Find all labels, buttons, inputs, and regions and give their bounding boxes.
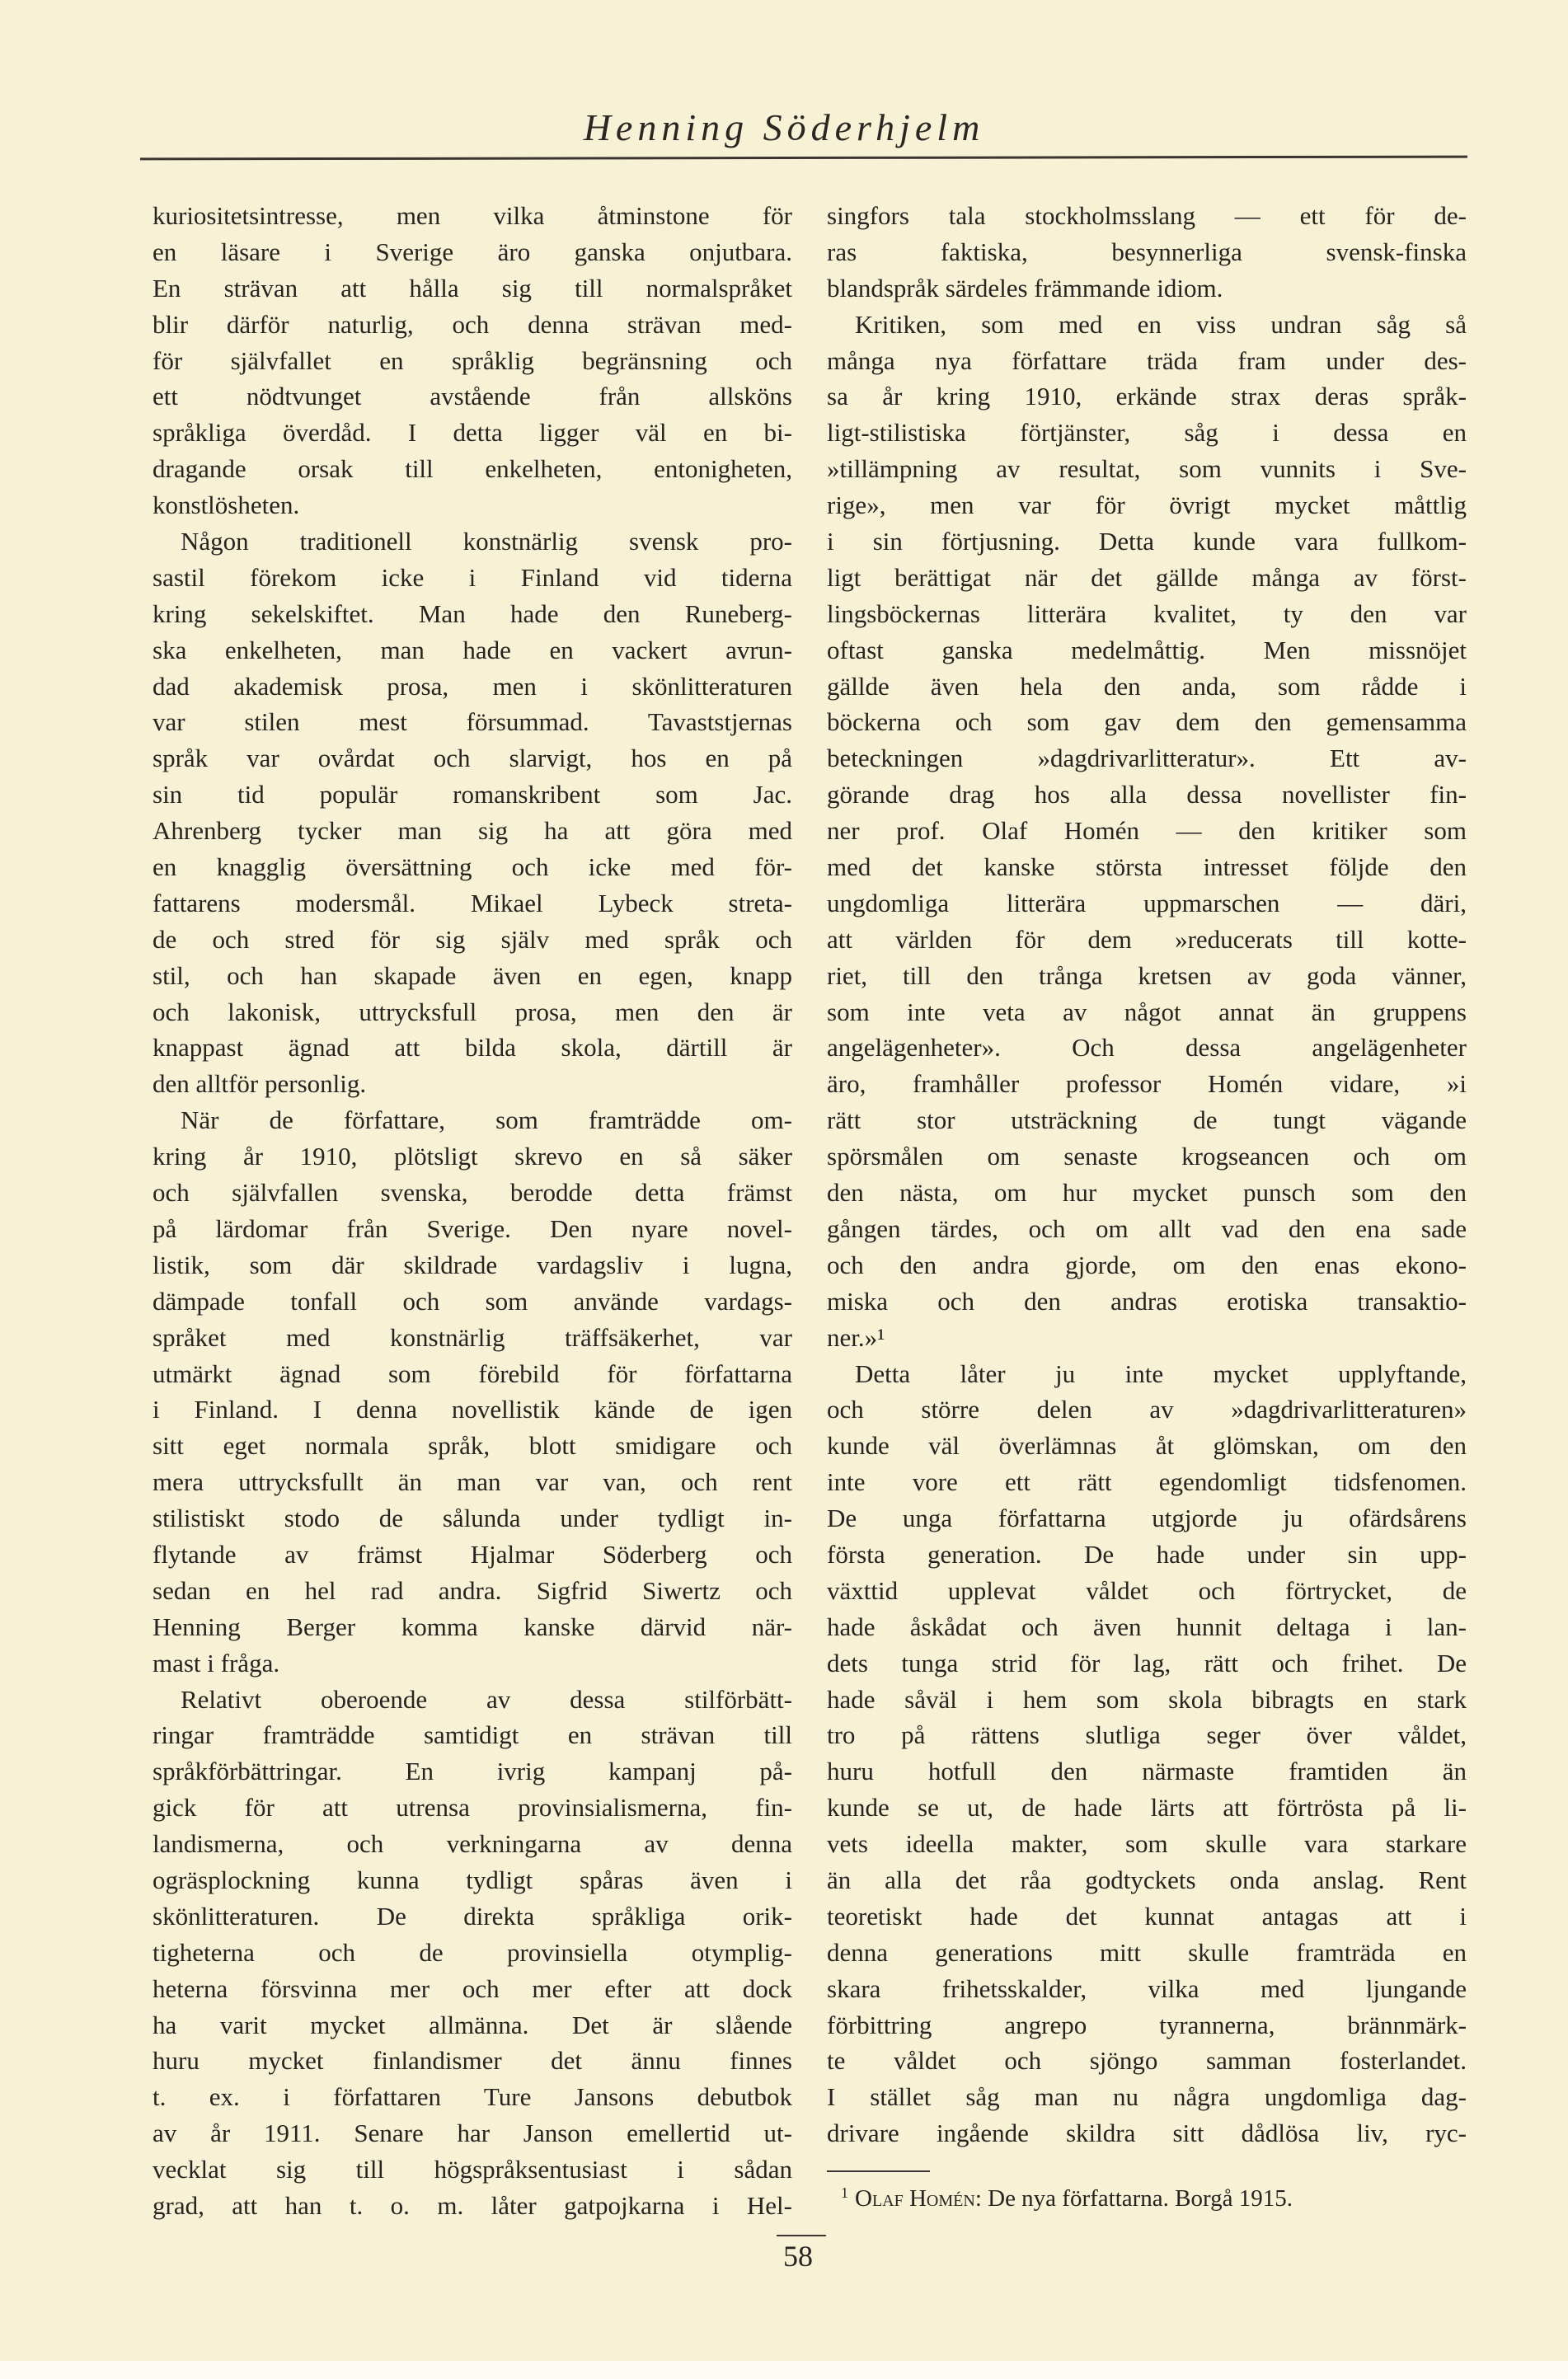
text-line: vets ideella makter, som skulle vara starkare — [827, 1829, 1467, 1859]
text-line: växttid upplevat våldet och förtrycket, de — [827, 1575, 1467, 1605]
text-line: te våldet och sjöngo samman fosterlandet. — [827, 2046, 1467, 2076]
text-line: beteckningen »dagdrivarlitteratur». Ett av- — [827, 744, 1467, 773]
text-line: stil, och han skapade även en egen, knapp — [153, 960, 792, 990]
text-line: flytande av främst Hjalmar Söderberg och — [153, 1539, 792, 1569]
text-line: ligt-stilistiska förtjänster, såg i dessa en — [827, 418, 1467, 448]
text-line: i Finland. I denna novellistik kände de igen — [153, 1395, 792, 1424]
text-line: kunde väl överlämnas åt glömskan, om den — [827, 1431, 1467, 1461]
text-line: blir därför naturlig, och denna strävan med- — [153, 309, 792, 339]
text-line: förbittring angrepo tyrannerna, brännmärk- — [827, 2010, 1467, 2039]
text-line: de och stred för sig själv med språk och — [153, 924, 792, 954]
text-line: språket med konstnärlig träffsäkerhet, var — [153, 1322, 792, 1352]
footnote-text: : De nya författarna. Borgå 1915. — [974, 2185, 1293, 2212]
text-line: tigheterna och de provinsiella otymplig- — [153, 1937, 792, 1967]
text-line: sin tid populär romanskribent som Jac. — [153, 780, 792, 809]
text-line: När de författare, som framträdde om- — [181, 1105, 792, 1135]
text-line: äro, framhåller professor Homén vidare, »i — [827, 1069, 1467, 1099]
text-line: I stället såg man nu några ungdomliga dag- — [827, 2082, 1467, 2112]
text-line: Kritiken, som med en viss undran såg så — [855, 309, 1467, 339]
text-line: mera uttrycksfullt än man var van, och rent — [153, 1467, 792, 1497]
text-line: dämpade tonfall och som använde vardags- — [153, 1286, 792, 1316]
text-line: ligt berättigat när det gällde många av först- — [827, 562, 1467, 592]
text-line: dragande orsak till enkelheten, entonigheten, — [153, 454, 792, 484]
text-line: dad akademisk prosa, men i skönlitteraturen — [153, 671, 792, 701]
text-line: böckerna och som gav dem den gemensamma — [827, 707, 1467, 737]
text-line: som inte veta av något annat än gruppens — [827, 997, 1467, 1026]
text-line: Henning Berger komma kanske därvid när- — [153, 1612, 792, 1641]
text-line: t. ex. i författaren Ture Jansons debutbok — [153, 2082, 792, 2112]
text-line: rätt stor utsträckning de tungt vägande — [827, 1105, 1467, 1135]
text-line: huru mycket finlandismer det ännu finnes — [153, 2046, 792, 2076]
text-line: rige», men var för övrigt mycket måttlig — [827, 490, 1467, 520]
text-line: hade såväl i hem som skola bibragts en stark — [827, 1684, 1467, 1714]
text-line: sa år kring 1910, erkände strax deras språk- — [827, 382, 1467, 411]
text-line: stilistiskt stodo de sålunda under tydligt in- — [153, 1504, 792, 1533]
text-line: ska enkelheten, man hade en vackert avrun- — [153, 635, 792, 664]
footnote-author: Olaf Homén — [855, 2185, 975, 2212]
left-column — [153, 198, 792, 2224]
text-line: knappast ägnad att bilda skola, därtill är — [153, 1033, 792, 1063]
text-line: ringar framträdde samtidigt en strävan till — [153, 1720, 792, 1750]
text-line: Ahrenberg tycker man sig ha att göra med — [153, 816, 792, 846]
text-line: den nästa, om hur mycket punsch som den — [827, 1178, 1467, 1208]
text-line: blandspråk särdeles främmande idiom. — [827, 273, 1223, 303]
text-line: En strävan att hålla sig till normalspråket — [153, 273, 792, 303]
text-line: att världen för dem »reducerats till kotte- — [827, 924, 1467, 954]
text-line: många nya författare träda fram under des- — [827, 345, 1467, 375]
text-line: av år 1911. Senare har Janson emellertid ut- — [153, 2119, 792, 2148]
text-line: kunde se ut, de hade lärts att förtrösta på li- — [827, 1793, 1467, 1823]
footnote — [841, 2184, 1293, 2212]
text-line: språkliga överdåd. I detta ligger väl en bi- — [153, 418, 792, 448]
scan-edge — [0, 2361, 1568, 2379]
text-line: dets tunga strid för lag, rätt och frihet. De — [827, 1648, 1467, 1678]
text-line: fattarens modersmål. Mikael Lybeck streta- — [153, 888, 792, 917]
header-rule — [140, 156, 1467, 161]
text-line: heterna försvinna mer och mer efter att dock — [153, 1973, 792, 2003]
text-line: ner.»¹ — [827, 1322, 885, 1352]
text-line: ett nödtvunget avstående från allsköns — [153, 382, 792, 411]
text-line: Relativt oberoende av dessa stilförbätt- — [181, 1684, 792, 1714]
text-line: drivare ingående skildra sitt dådlösa liv, ryc- — [827, 2119, 1467, 2148]
text-line: sitt eget normala språk, blott smidigare och — [153, 1431, 792, 1461]
text-line: språkförbättringar. En ivrig kampanj på- — [153, 1757, 792, 1786]
text-line: språk var ovårdat och slarvigt, hos en på — [153, 744, 792, 773]
text-line: lingsböckernas litterära kvalitet, ty den var — [827, 598, 1467, 628]
text-line: ungdomliga litterära uppmarschen — däri, — [827, 888, 1467, 917]
text-line: De unga författarna utgjorde ju ofärdsårens — [827, 1504, 1467, 1533]
text-line: konstlösheten. — [153, 490, 300, 520]
text-line: huru hotfull den närmaste framtiden än — [827, 1757, 1467, 1786]
text-line: angelägenheter». Och dessa angelägenheter — [827, 1033, 1467, 1063]
text-line: och den andra gjorde, om den enas ekono- — [827, 1250, 1467, 1279]
text-line: gällde även hela den anda, som rådde i — [827, 671, 1467, 701]
text-line: skönlitteraturen. De direkta språkliga orik- — [153, 1901, 792, 1931]
text-line: kring sekelskiftet. Man hade den Runeberg- — [153, 598, 792, 628]
text-line: en knagglig översättning och icke med för- — [153, 852, 792, 882]
text-line: Detta låter ju inte mycket upplyftande, — [855, 1358, 1467, 1388]
text-line: görande drag hos alla dessa novellister fin- — [827, 780, 1467, 809]
text-line: kuriositetsintresse, men vilka åtminstone för — [153, 201, 792, 230]
text-line: hade åskådat och även hunnit deltaga i lan- — [827, 1612, 1467, 1641]
text-line: grad, att han t. o. m. låter gatpojkarna i Hel- — [153, 2190, 792, 2220]
text-line: ha varit mycket allmänna. Det är slående — [153, 2010, 792, 2039]
text-line: sastil förekom icke i Finland vid tiderna — [153, 562, 792, 592]
text-line: miska och den andras erotiska transaktio- — [827, 1286, 1467, 1316]
text-line: på lärdomar från Sverige. Den nyare novel- — [153, 1213, 792, 1243]
text-line: spörsmålen om senaste krogseancen och om — [827, 1142, 1467, 1171]
text-line: sedan en hel rad andra. Sigfrid Siwertz och — [153, 1575, 792, 1605]
text-line: och lakonisk, uttrycksfull prosa, men den är — [153, 997, 792, 1026]
text-line: teoretiskt hade det kunnat antagas att i — [827, 1901, 1467, 1931]
page-number-rule — [777, 2235, 826, 2236]
text-line: i sin förtjusning. Detta kunde vara fullkom- — [827, 527, 1467, 556]
text-line: och självfallen svenska, berodde detta främst — [153, 1178, 792, 1208]
text-line: en läsare i Sverige äro ganska onjutbara. — [153, 237, 792, 266]
text-line: utmärkt ägnad som förebild för författarna — [153, 1358, 792, 1388]
text-line: ogräsplockning kunna tydligt spåras även i — [153, 1865, 792, 1894]
running-head: Henning Söderhjelm — [583, 106, 985, 148]
text-line: var stilen mest försummad. Tavaststjernas — [153, 707, 792, 737]
text-line: denna generations mitt skulle framträda en — [827, 1937, 1467, 1967]
text-line: mast i fråga. — [153, 1648, 280, 1678]
text-line: listik, som där skildrade vardagsliv i lugna, — [153, 1250, 792, 1279]
text-line: kring år 1910, plötsligt skrevo en så säker — [153, 1142, 792, 1171]
text-line: första generation. De hade under sin upp- — [827, 1539, 1467, 1569]
footnote-marker: 1 — [841, 2184, 848, 2201]
text-line: oftast ganska medelmåttig. Men missnöjet — [827, 635, 1467, 664]
text-line: inte vore ett rätt egendomligt tidsfenomen. — [827, 1467, 1467, 1497]
text-line: än alla det råa godtyckets onda anslag. Rent — [827, 1865, 1467, 1894]
text-line: och större delen av »dagdrivarlitteraturen» — [827, 1395, 1467, 1424]
text-line: gick för att utrensa provinsialismerna, fin- — [153, 1793, 792, 1823]
text-line: Någon traditionell konstnärlig svensk pro- — [181, 527, 792, 556]
text-line: singfors tala stockholmsslang — ett för de- — [827, 201, 1467, 230]
text-line: med det kanske största intresset följde den — [827, 852, 1467, 882]
page-number: 58 — [783, 2240, 813, 2273]
right-column — [827, 198, 1467, 2151]
text-line: ner prof. Olaf Homén — den kritiker som — [827, 816, 1467, 846]
text-line: skara frihetsskalder, vilka med ljungande — [827, 1973, 1467, 2003]
text-line: tro på rättens slutliga seger över våldet, — [827, 1720, 1467, 1750]
text-line: den alltför personlig. — [153, 1069, 367, 1099]
text-line: landismerna, och verkningarna av denna — [153, 1829, 792, 1859]
text-line: »tillämpning av resultat, som vunnits i Sve- — [827, 454, 1467, 484]
text-line: vecklat sig till högspråksentusiast i sådan — [153, 2155, 792, 2184]
text-line: ras faktiska, besynnerliga svensk-finska — [827, 237, 1467, 266]
text-line: riet, till den trånga kretsen av goda vänner, — [827, 960, 1467, 990]
text-line: för självfallet en språklig begränsning och — [153, 345, 792, 375]
footnote-rule — [827, 2170, 930, 2172]
text-line: gången tärdes, och om allt vad den ena sade — [827, 1213, 1467, 1243]
